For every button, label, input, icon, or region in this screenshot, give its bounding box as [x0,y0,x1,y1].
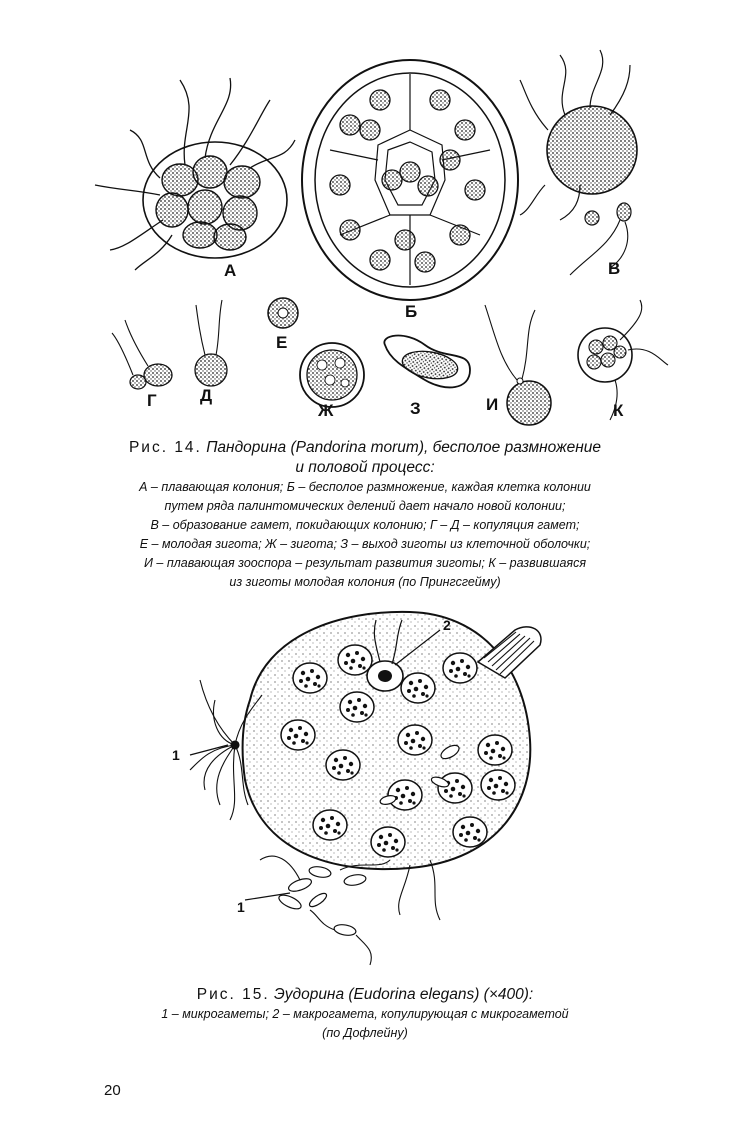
caption14-line: И – плавающая зооспора – результат развития зиготы; К – развившаяся [143,556,587,570]
caption15-line: (по Дофлейну) [322,1026,408,1040]
caption-figure15 [40,985,690,1043]
caption15-line: 1 – микрогаметы; 2 – макрогамета, копулирующая с микрогаметой [161,1007,569,1021]
caption14-line: из зиготы молодая колония (по Прингсгейму) [229,575,501,589]
label-one-top: 1 [172,747,180,763]
caption14-line: В – образование гамет, покидающих колонию; Г – Д – копуляция гамет; [150,518,580,532]
pandorina-zygote-exit-z [384,336,470,388]
caption14-line: Е – молодая зигота; Ж – зигота; З – выход зиготы из клеточной оболочки; [139,537,591,551]
label-a: А [224,261,237,280]
page-number: 20 [104,1082,121,1099]
label-k: К [613,401,624,420]
caption14-head: Рис. 14. [128,439,202,456]
pandorina-gametes-g [112,320,172,389]
pandorina-colony-v [520,50,637,278]
caption15-head: Рис. 15. [196,986,270,1003]
label-zh: Ж [318,401,334,420]
label-z: З [410,399,421,418]
caption14-line: путем ряда палинтомических делений дает начало новой колонии; [164,499,566,513]
label-g: Г [147,391,157,410]
label-i: И [486,395,499,414]
caption14-title-1: Пандорина (Pandorina morum), бесполое размножение [206,439,602,456]
label-one-bottom: 1 [237,899,245,915]
pandorina-colony-a [95,78,295,270]
caption-figure14 [40,438,690,592]
caption14-line: А – плавающая колония; Б – бесполое размножение, каждая клетка колонии [139,480,591,494]
label-b: Б [405,302,418,321]
pandorina-young-zygote-e [268,298,298,328]
label-v: В [608,259,621,278]
label-two: 2 [443,617,451,633]
label-d: Д [200,386,213,405]
pandorina-gametes-d [195,300,227,386]
caption15-title: Эудорина (Eudorina elegans) (×400): [274,986,534,1003]
caption14-title-2: и половой процесс: [295,459,435,476]
pandorina-zygote-zh [300,343,364,407]
microgametes-cluster-bottom [260,856,440,965]
label-e: Е [276,333,288,352]
pandorina-colony-b [302,60,518,300]
eudorina-colony [243,612,531,869]
